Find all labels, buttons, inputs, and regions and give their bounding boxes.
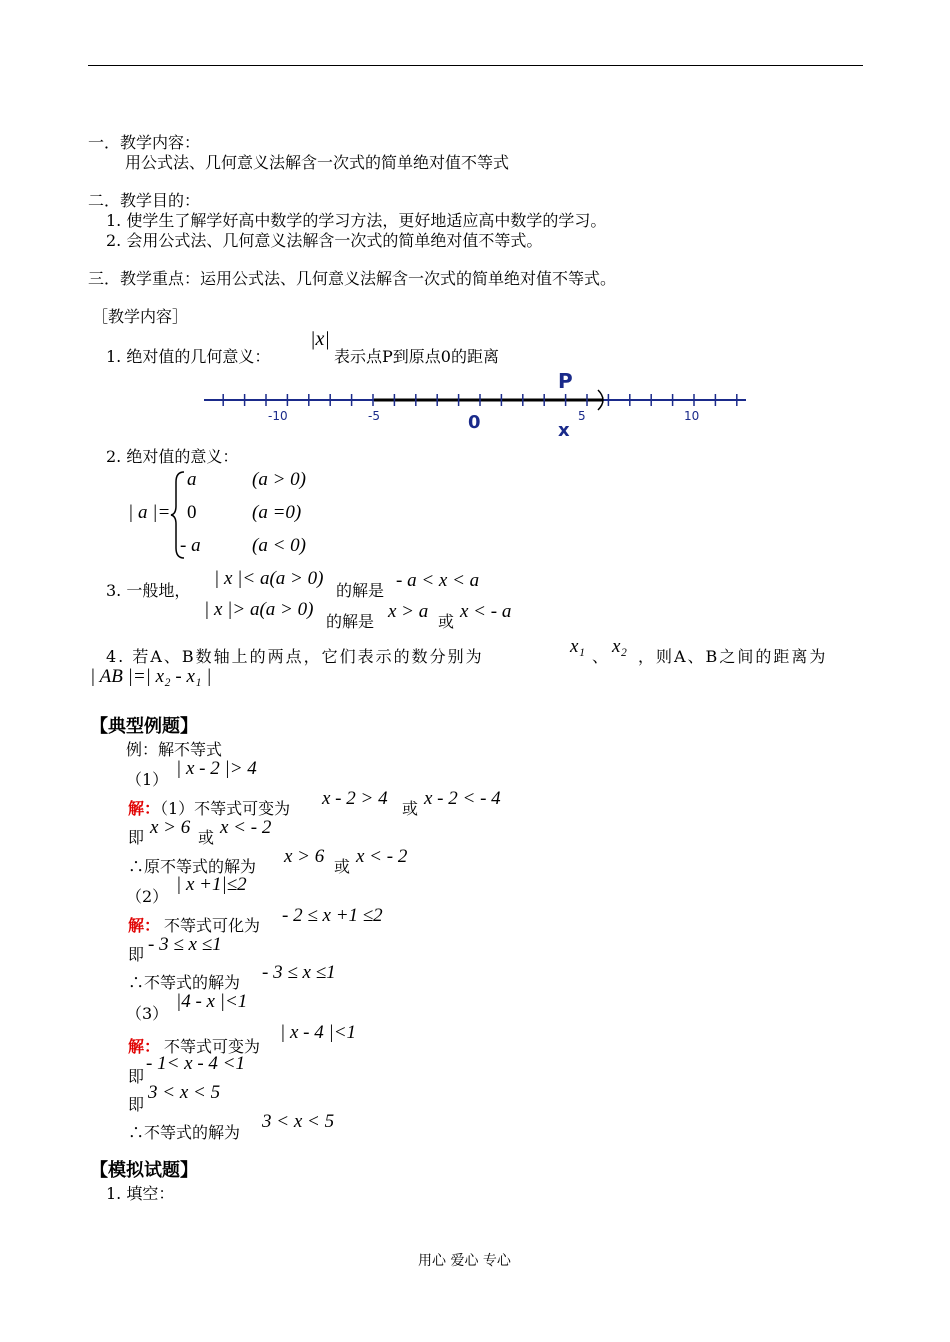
ineq-greater-text: 的解是 bbox=[326, 612, 375, 631]
case-1-value: a bbox=[187, 469, 197, 490]
case-2-cond: (a =0) bbox=[252, 502, 302, 523]
point-2-label: 2. 绝对值的意义： bbox=[106, 447, 239, 466]
s3-e4: 3 < x < 5 bbox=[262, 1111, 335, 1132]
s2-e3: - 3 ≤ x ≤1 bbox=[262, 962, 336, 983]
s2-e2: - 3 ≤ x ≤1 bbox=[148, 934, 222, 955]
distance-formula: | AB |=| x₂ - x₁ | bbox=[90, 666, 212, 687]
q3-number: （3） bbox=[126, 1004, 169, 1023]
s1-e5: x > 6 bbox=[284, 846, 325, 867]
q1-expr: | x - 2 |> 4 bbox=[176, 758, 257, 779]
section-3-title: 三．教学重点：运用公式法、几何意义法解含一次式的简单绝对值不等式。 bbox=[88, 269, 617, 288]
ineq-greater-sol-b: x < - a bbox=[460, 601, 512, 622]
s2-ji: 即 bbox=[128, 945, 145, 964]
ineq-less-solution: - a < x < a bbox=[396, 570, 480, 591]
section-2-title: 二．教学目的： bbox=[88, 191, 201, 210]
ineq-greater-sol-a: x > a bbox=[388, 601, 429, 622]
point-4-text: 4. 若A、B数轴上的两点，它们表示的数分别为 bbox=[106, 647, 484, 666]
section-1-title: 一．教学内容： bbox=[88, 133, 201, 152]
abs-x-expr: |x| bbox=[310, 328, 330, 350]
case-2-value: 0 bbox=[187, 502, 197, 523]
s1-e6: x < - 2 bbox=[356, 846, 408, 867]
ineq-greater-expr: | x |> a(a > 0) bbox=[204, 599, 314, 620]
x2-symbol: x₂ bbox=[612, 636, 628, 657]
case-3-cond: (a < 0) bbox=[252, 535, 306, 556]
s1-or3: 或 bbox=[334, 857, 351, 876]
s1-e3: x > 6 bbox=[150, 817, 191, 838]
page-footer: 用心 爱心 专心 bbox=[418, 1253, 511, 1269]
tick-label-neg5: -5 bbox=[368, 409, 380, 423]
s1-therefore: ∴原不等式的解为 bbox=[128, 857, 257, 876]
q3-expr: |4 - x |<1 bbox=[176, 991, 248, 1012]
tick-label-zero: 0 bbox=[468, 412, 481, 433]
s2-text: 不等式可化为 bbox=[164, 916, 261, 935]
number-line bbox=[200, 368, 760, 440]
s3-e3: 3 < x < 5 bbox=[148, 1082, 221, 1103]
s1-or: 或 bbox=[402, 799, 419, 818]
s1-text: （1）不等式可变为 bbox=[152, 799, 291, 818]
s2-e1: - 2 ≤ x +1 ≤2 bbox=[282, 905, 383, 926]
s3-ji2: 即 bbox=[128, 1095, 145, 1114]
tick-label-10: 10 bbox=[684, 409, 700, 423]
top-rule bbox=[88, 65, 863, 66]
section-1-body: 用公式法、几何意义法解含一次式的简单绝对值不等式 bbox=[125, 153, 510, 172]
s1-e4: x < - 2 bbox=[220, 817, 272, 838]
s1-ji: 即 bbox=[128, 828, 145, 847]
point-1-text: 表示点P到原点0的距离 bbox=[334, 347, 499, 366]
point-x-label: x bbox=[558, 420, 570, 440]
abs-a-lhs: | a |= bbox=[128, 502, 171, 523]
s1-or2: 或 bbox=[198, 828, 215, 847]
s3-e1: | x - 4 |<1 bbox=[280, 1022, 357, 1043]
ineq-less-expr: | x |< a(a > 0) bbox=[214, 568, 324, 589]
point-4-text2: ，则A、B之间的距离为 bbox=[638, 647, 828, 666]
s3-e2: - 1< x - 4 <1 bbox=[146, 1053, 245, 1074]
x1-symbol: x₁ bbox=[570, 636, 586, 657]
case-3-value: - a bbox=[180, 535, 201, 556]
mock-item-1: 1. 填空： bbox=[106, 1184, 175, 1203]
s1-jie: 解： bbox=[128, 799, 161, 818]
ineq-less-text: 的解是 bbox=[336, 581, 385, 600]
examples-header: 【典型例题】 bbox=[90, 716, 198, 737]
point-3-label: 3. 一般地， bbox=[106, 581, 191, 600]
q2-number: （2） bbox=[126, 887, 169, 906]
s1-e1: x - 2 > 4 bbox=[322, 788, 388, 809]
content-header: ［教学内容］ bbox=[92, 307, 189, 326]
case-1-cond: (a > 0) bbox=[252, 469, 306, 490]
mock-header: 【模拟试题】 bbox=[90, 1160, 198, 1181]
s3-ji: 即 bbox=[128, 1067, 145, 1086]
tick-label-5: 5 bbox=[578, 409, 586, 423]
s1-e2: x - 2 < - 4 bbox=[424, 788, 501, 809]
tick-label-neg10: -10 bbox=[268, 409, 288, 423]
x-sep: 、 bbox=[592, 647, 609, 666]
s3-jie: 解： bbox=[128, 1037, 161, 1056]
q2-expr: | x +1|≤2 bbox=[176, 874, 247, 895]
section-2-item-2: 2. 会用公式法、几何意义法解含一次式的简单绝对值不等式。 bbox=[106, 231, 543, 250]
s2-jie: 解： bbox=[128, 916, 161, 935]
s3-therefore: ∴不等式的解为 bbox=[128, 1123, 241, 1142]
ineq-greater-or: 或 bbox=[438, 612, 455, 631]
s3-text: 不等式可变为 bbox=[164, 1037, 261, 1056]
s2-therefore: ∴不等式的解为 bbox=[128, 973, 241, 992]
point-p-label: P bbox=[558, 369, 573, 393]
q1-number: （1） bbox=[126, 770, 169, 789]
point-1-label: 1. 绝对值的几何意义： bbox=[106, 347, 271, 366]
section-2-item-1: 1. 使学生了解学好高中数学的学习方法，更好地适应高中数学的学习。 bbox=[106, 211, 607, 230]
example-intro: 例：解不等式 bbox=[126, 740, 223, 759]
